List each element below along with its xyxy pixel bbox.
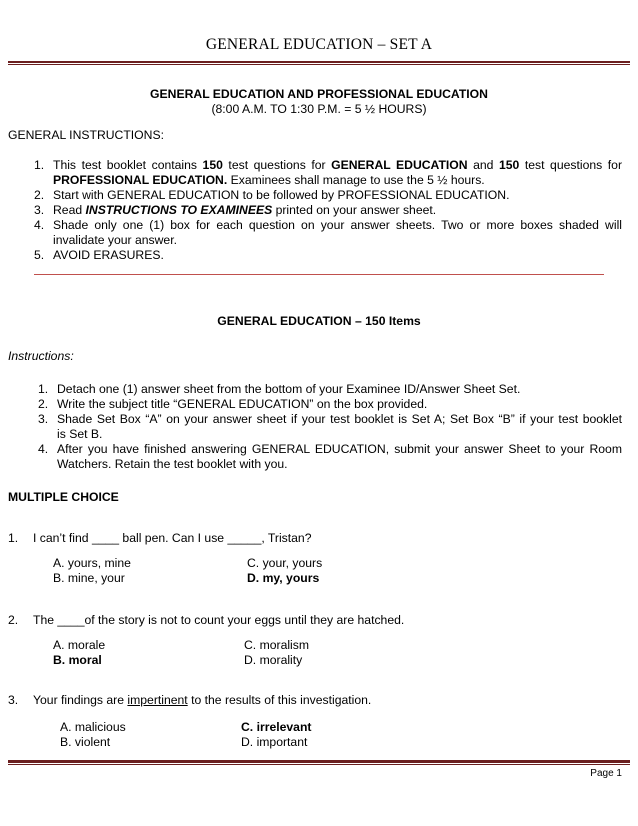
header-rule-thin xyxy=(8,64,630,65)
section-title: GENERAL EDUCATION – 150 Items xyxy=(217,314,421,328)
item-number: 3. xyxy=(34,203,45,217)
choice-d: D. morality xyxy=(244,653,303,667)
text-run: This test booklet contains xyxy=(53,158,203,172)
instruction-line xyxy=(53,173,485,187)
choice-b-answer: B. moral xyxy=(53,653,102,667)
choice-b: B. violent xyxy=(60,735,111,749)
page-header-title: GENERAL EDUCATION – SET A xyxy=(205,36,433,53)
instruction-line xyxy=(53,158,622,172)
text-run: and xyxy=(467,158,499,172)
instruction-line: invalidate your answer. xyxy=(53,233,177,247)
instruction-text: Start with GENERAL EDUCATION to be followed by PROFESSIONAL EDUCATION. xyxy=(53,188,510,202)
choice-c-answer: C. irrelevant xyxy=(241,720,312,734)
choice-d: D. important xyxy=(241,735,308,749)
text-run-bold: GENERAL EDUCATION xyxy=(331,158,468,172)
page-number: Page 1 xyxy=(590,768,622,779)
header-rule xyxy=(8,61,630,63)
choice-a: A. yours, mine xyxy=(53,556,131,570)
exam-title: GENERAL EDUCATION AND PROFESSIONAL EDUCATION xyxy=(150,87,488,101)
choice-c: C. your, yours xyxy=(247,556,323,570)
exam-time: (8:00 A.M. TO 1:30 P.M. = 5 ½ HOURS) xyxy=(211,102,427,116)
item-number: 1. xyxy=(34,158,45,172)
instruction-line: After you have finished answering GENERAL EDUCATION, submit your answer Sheet to your Room xyxy=(57,442,622,456)
instruction-line: Watchers. Retain the test booklet with you. xyxy=(57,457,288,471)
question-number: 2. xyxy=(8,613,19,627)
instruction-line xyxy=(53,203,436,217)
choice-d-answer: D. my, yours xyxy=(247,571,320,585)
instruction-line: Shade only one (1) box for each question on your answer sheets. Two or more boxes shaded will xyxy=(53,218,622,232)
item-number: 5. xyxy=(34,248,45,262)
multiple-choice-heading: MULTIPLE CHOICE xyxy=(8,490,119,504)
item-number: 2. xyxy=(34,188,45,202)
choice-b: B. mine, your xyxy=(53,571,125,585)
text-run: Your findings are xyxy=(33,693,128,707)
item-number: 1. xyxy=(38,382,49,396)
question-text xyxy=(33,693,371,707)
text-run: Examinees shall manage to use the 5 ½ hours. xyxy=(227,173,485,187)
text-run: to the results of this investigation. xyxy=(187,693,372,707)
text-run-bold: 150 xyxy=(498,158,520,172)
instruction-text: Write the subject title “GENERAL EDUCATION” on the box provided. xyxy=(57,397,428,411)
item-number: 4. xyxy=(34,218,45,232)
instructions-label: Instructions: xyxy=(8,349,74,363)
instruction-text: AVOID ERASURES. xyxy=(53,248,164,262)
question-text: I can’t find ____ ball pen. Can I use _____, Tristan? xyxy=(33,531,312,545)
item-number: 2. xyxy=(38,397,49,411)
text-run: test questions for xyxy=(222,158,332,172)
section-divider xyxy=(34,274,604,275)
instruction-line: Shade Set Box “A” on your answer sheet if your test booklet is Set A; Set Box “B” if your test booklet xyxy=(57,412,622,426)
instruction-text: Detach one (1) answer sheet from the bottom of your Examinee ID/Answer Sheet Set. xyxy=(57,382,521,396)
choice-a: A. morale xyxy=(53,638,106,652)
item-number: 3. xyxy=(38,412,49,426)
text-run-bold: PROFESSIONAL EDUCATION. xyxy=(53,173,228,187)
text-run: test questions for xyxy=(519,158,622,172)
underlined-word: impertinent xyxy=(127,693,188,707)
question-text: The ____of the story is not to count your eggs until they are hatched. xyxy=(33,613,405,627)
text-run-bold: 150 xyxy=(202,158,223,172)
question-number: 1. xyxy=(8,531,19,545)
footer-rule xyxy=(8,760,630,763)
general-instructions-heading: GENERAL INSTRUCTIONS: xyxy=(8,128,164,142)
text-run: Read xyxy=(53,203,86,217)
footer-rule-thin xyxy=(8,764,630,765)
item-number: 4. xyxy=(38,442,49,456)
text-run-bold-italic: INSTRUCTIONS TO EXAMINEES xyxy=(85,203,273,217)
choice-a: A. malicious xyxy=(60,720,126,734)
question-number: 3. xyxy=(8,693,19,707)
choice-c: C. moralism xyxy=(244,638,310,652)
text-run: printed on your answer sheet. xyxy=(272,203,437,217)
instruction-line: is Set B. xyxy=(57,427,103,441)
